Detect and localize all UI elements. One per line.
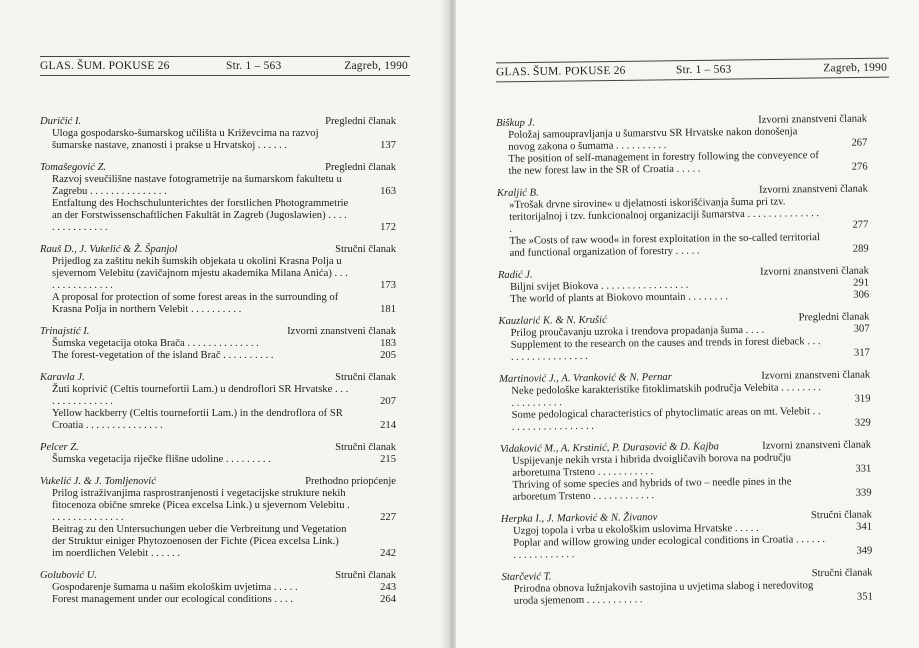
entry-authors: Vukelić J. & J. Tomljenović — [40, 476, 156, 487]
page-number: 214 — [380, 420, 396, 431]
article-category: Stručni članak — [335, 442, 396, 453]
page-number: 349 — [856, 545, 873, 557]
article-title: Uspijevanje nekih vrsta i hibrida dvoigličavih borova na području arboretuma Trsteno . . . . . . . . . . . — [512, 452, 792, 479]
page-number: 205 — [380, 350, 396, 361]
article-line — [40, 174, 396, 198]
article-category: Izvorni znanstveni članak — [287, 326, 396, 337]
entry-header — [40, 326, 396, 338]
article-title: Uloga gospodarsko-šumarskog učilišta u Križevcima na razvoj šumarske nastave, znanosti i prakse u Hrvatskoj . . . . . . — [52, 128, 319, 151]
toc-entry — [498, 311, 870, 364]
article-category: Prethodno priopćenje — [305, 476, 396, 487]
article-title: Entfaltung des Hochschulunterichtes der forstlichen Photogrammetrie an der Forstwissenschaftlichen Fakultät in Zagreb (Jugoslawien) . . . . . . . . . . . . . . . — [52, 198, 349, 233]
journal-title: GLAS. ŠUM. POKUSE 26 — [495, 64, 626, 79]
page-range: Str. 1 – 563 — [675, 63, 732, 77]
entry-header — [40, 162, 396, 174]
page-number: 163 — [380, 186, 396, 197]
page-number: 307 — [853, 323, 870, 335]
page-number: 137 — [380, 140, 396, 151]
page-number: 173 — [380, 280, 396, 291]
article-category: Pregledni članak — [798, 311, 870, 324]
article-line — [40, 128, 396, 152]
entry-authors: Radić J. — [497, 269, 533, 281]
article-category: Pregledni članak — [325, 162, 396, 173]
article-title: Uzgoj topola i vrba u ekološkim uslovima Hrvatske . . . . . — [512, 522, 759, 537]
article-line — [500, 475, 871, 504]
page-header — [40, 56, 410, 76]
toc-entry — [496, 113, 868, 178]
article-title: Šumska vegetacija otoka Brača . . . . . . . . . . . . . . — [52, 338, 259, 349]
article-title: A proposal for protection of some forest areas in the surrounding of Krasna Polja in northern Velebit . . . . . . . . . . — [52, 292, 339, 315]
article-title: Položaj samoupravljanja u šumarstvu SR Hrvatske nakon donošenja novog zakona o šumama . . . . . . . . . . — [508, 126, 798, 153]
article-category: Pregledni članak — [325, 116, 396, 127]
article-line — [40, 292, 396, 316]
toc-entry — [40, 162, 396, 234]
article-title: Prijedlog za zaštitu nekih šumskih objekata u okolini Krasna Polja u sjevernom Velebitu (zavičajnom mjestu akademika Milana Anića) . . . . . . . . . . . . . . . — [52, 256, 348, 291]
article-title: Neke pedološke karakteristike fitoklimatskih područja Velebita . . . . . . . . . . . . . . . . . . — [511, 382, 821, 409]
article-line — [40, 524, 396, 560]
article-line — [497, 231, 868, 260]
article-category: Izvorni znanstveni članak — [759, 265, 869, 278]
toc-entry — [502, 567, 873, 608]
toc-entry — [40, 244, 396, 316]
article-title: The world of plants at Biokovo mountain . . . . . . . . — [510, 291, 729, 305]
article-line — [40, 198, 396, 234]
entry-authors: Herpka I., J. Marković & N. Živanov — [500, 512, 658, 525]
article-line — [40, 488, 396, 524]
page-number: 277 — [852, 219, 869, 231]
article-title: Supplement to the research on the causes and trends in forest dieback . . . . . . . . . . . . . . . . . . — [510, 336, 821, 363]
page-header — [496, 58, 889, 83]
page-number: 215 — [380, 454, 396, 465]
entry-header — [40, 372, 396, 384]
article-category: Izvorni znanstveni članak — [758, 183, 868, 196]
article-title: Yellow hackberry (Celtis tournefortii Lam.) in the dendroflora of SR Croatia . . . . . . . . . . . . . . . — [52, 408, 343, 431]
page-number: 181 — [380, 304, 396, 315]
toc-entry — [40, 116, 396, 152]
entry-authors: Rauš D., J. Vukelić & Ž. Španjol — [40, 244, 178, 255]
article-title: Thriving of some species and hybrids of two – needle pines in the arboretum Trsteno . . . . . . . . . . . . — [512, 476, 792, 503]
article-title: Some pedological characteristics of phytoclimatic areas on mt. Velebit . . . . . . . . . . . . . . . . . . — [511, 406, 821, 433]
page-number: 329 — [854, 417, 871, 429]
article-line — [40, 350, 396, 362]
article-line — [502, 579, 873, 608]
page-number: 317 — [853, 347, 870, 359]
article-line — [40, 454, 396, 466]
page-number: 351 — [856, 591, 873, 603]
article-line — [496, 149, 867, 178]
article-title: Forest management under our ecological conditions . . . . — [52, 594, 293, 605]
entry-authors: Karavla J. — [40, 372, 85, 383]
page-number: 289 — [852, 243, 869, 255]
toc-entry — [498, 265, 869, 306]
article-category: Stručni članak — [335, 244, 396, 255]
toc-entry — [40, 372, 396, 432]
page-number: 276 — [851, 161, 868, 173]
journal-title: GLAS. ŠUM. POKUSE 26 — [40, 60, 170, 72]
toc-entry — [40, 476, 396, 560]
entry-authors: Tomašegović Z. — [40, 162, 107, 173]
page-number: 341 — [856, 521, 873, 533]
article-category: Izvorni znanstveni članak — [758, 113, 868, 126]
article-title: Prilog proučavanju uzroka i trendova propadanja šuma . . . . — [510, 324, 765, 339]
article-category: Izvorni znanstveni članak — [761, 369, 871, 382]
entry-authors: Vidaković M., A. Krstinić, P. Durasović & D. Kajba — [499, 441, 720, 455]
entry-authors: Trinajstić I. — [40, 326, 90, 337]
article-title: The »Costs of raw wood« in forest exploitation in the so-called territorial and functional organization of forestry . . . . . — [509, 232, 820, 259]
page-number: 172 — [380, 222, 396, 233]
toc-entry — [40, 570, 396, 606]
entry-header — [40, 570, 396, 582]
article-title: Gospodarenje šumama u našim ekološkim uvjetima . . . . . — [52, 582, 298, 593]
page-number: 243 — [380, 582, 396, 593]
article-title: Žuti koprivić (Celtis tournefortii Lam.) u dendroflori SR Hrvatske . . . . . . . . . . . . . . . — [52, 384, 349, 407]
entry-header — [40, 244, 396, 256]
article-title: Beitrag zu den Untersuchungen ueber die Verbreitung und Vegetation der Struktur einiger Phytozoenosen der Fichte (Picea excelsa Link.) im noerdlichen Velebit . . . . . . — [52, 524, 347, 559]
article-category: Stručni članak — [335, 570, 396, 581]
toc-entry — [497, 183, 869, 260]
page-number: 339 — [855, 487, 872, 499]
page-number: 264 — [380, 594, 396, 605]
article-line — [497, 195, 868, 236]
page-number: 183 — [380, 338, 396, 349]
toc-entry — [501, 509, 873, 562]
page-number: 267 — [851, 137, 868, 149]
page-number: 207 — [380, 396, 396, 407]
article-category: Izvorni znanstveni članak — [762, 439, 872, 452]
entry-authors: Biškup J. — [496, 117, 535, 129]
table-of-contents — [40, 116, 396, 616]
article-title: »Trošak drvne sirovine« u djelatnosti iskorišćivanja šuma pri tzv. teritorijalnoj i tzv. funkcionalnoj organizaciji šumarstva . . . . . . . . . . . . . . . — [509, 196, 820, 235]
article-category: Stručni članak — [810, 509, 872, 522]
entry-authors: Golubović U. — [40, 570, 98, 581]
entry-header — [40, 116, 396, 128]
toc-entry — [40, 442, 396, 466]
table-of-contents — [496, 113, 873, 617]
page-number: 291 — [853, 277, 870, 289]
article-line — [500, 405, 871, 434]
page-number: 306 — [853, 289, 870, 301]
article-line — [40, 408, 396, 432]
entry-authors: Kauzlarić K. & N. Krušić — [498, 314, 607, 327]
right-page — [456, 0, 919, 648]
entry-header — [40, 476, 396, 488]
article-line — [40, 338, 396, 350]
article-title: Razvoj sveučilišne nastave fotogrametrije na šumarskom fakultetu u Zagrebu . . . . . . . . . . . . . . . — [52, 174, 342, 197]
article-title: Poplar and willow growing under ecological conditions in Croatia . . . . . . . . . . . . . . . . . . — [513, 534, 826, 561]
article-category: Stručni članak — [811, 567, 873, 580]
page-number: 319 — [854, 393, 871, 405]
left-page — [0, 0, 452, 648]
page-number: 242 — [380, 548, 396, 559]
article-line — [40, 256, 396, 292]
entry-authors: Starčević T. — [501, 571, 552, 583]
toc-entry — [40, 326, 396, 362]
article-title: Šumska vegetacija riječke flišne udoline . . . . . . . . . — [52, 454, 271, 465]
entry-authors: Pelcer Z. — [40, 442, 79, 453]
article-title: The forest-vegetation of the island Brač . . . . . . . . . . — [52, 350, 274, 361]
place-year: Zagreb, 1990 — [823, 61, 888, 75]
article-title: Biljni svijet Biokova . . . . . . . . . . . . . . . . . — [510, 279, 689, 293]
article-title: Prirodna obnova lužnjakovih sastojina u uvjetima slabog i neredovitog uroda sjemenom . . . . . . . . . . . — [513, 580, 814, 607]
page-range: Str. 1 – 563 — [226, 60, 282, 72]
entry-authors: Duričić I. — [40, 116, 82, 127]
article-line — [40, 594, 396, 606]
article-line — [499, 335, 870, 364]
entry-authors: Martinović J., A. Vranković & N. Pernar — [499, 371, 672, 385]
entry-authors: Kraljić B. — [496, 187, 539, 199]
article-title: The position of self-management in forestry following the conveyence of the new forest law in the SR of Croatia . . . . . — [508, 150, 819, 177]
page-number: 227 — [380, 512, 396, 523]
toc-entry — [499, 369, 871, 434]
article-line — [40, 582, 396, 594]
entry-header — [40, 442, 396, 454]
article-line — [501, 533, 872, 562]
article-title: Prilog istraživanjima rasprostranjenosti i vegetacijske strukture nekih fitocenoza obične smreke (Picea excelsa Link.) u sjevernom Velebitu . . . . . . . . . . . . . . . — [52, 488, 350, 523]
article-line — [40, 384, 396, 408]
article-category: Stručni članak — [335, 372, 396, 383]
place-year: Zagreb, 1990 — [344, 60, 408, 72]
page-number: 331 — [855, 463, 872, 475]
toc-entry — [500, 439, 872, 504]
